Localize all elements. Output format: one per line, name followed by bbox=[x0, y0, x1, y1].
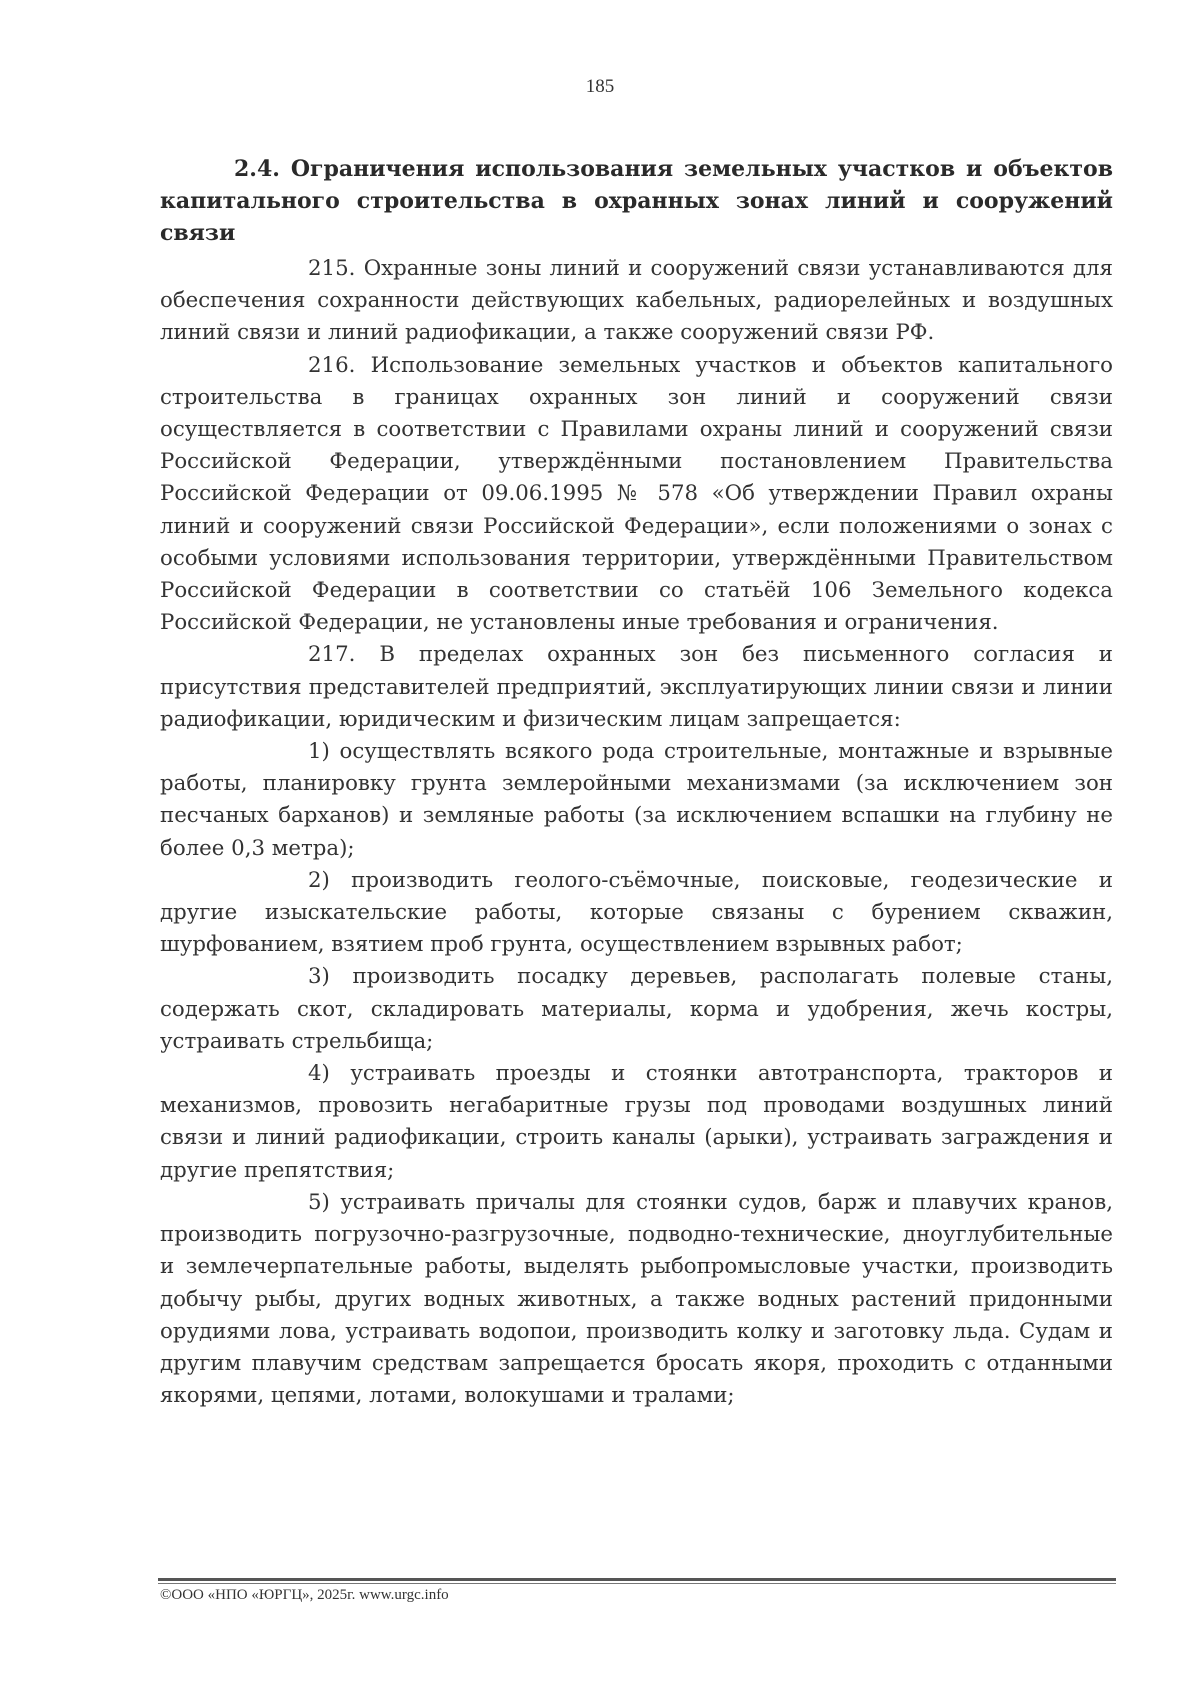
paragraph-216 bbox=[160, 350, 1113, 640]
list-item-5 bbox=[160, 1187, 1113, 1412]
list-item-text: производить геолого-съёмочные, поисковые, геодезические и другие изыскательские работы, которые связаны с бурением скважин, шурфованием, взятием проб грунта, осуществлением взрывных работ; bbox=[160, 867, 1113, 958]
paragraph-text: Использование земельных участков и объектов капитального строительства в границах охранных зон линий и сооружений связи осуществляется в соответствии с Правилами охраны линий и сооружений связи Российской Федерации, утверждёнными постановлением Правительства Российской Федерации от 09.06.1995 № 578 «Об утверждении Правил охраны линий и сооружений связи Российской Федерации», если положениями о зонах с особыми условиями использования территории, утверждёнными Правительством Российской Федерации в соответствии со статьёй 106 Земельного кодекса Российской Федерации, не установлены иные требования и ограничения. bbox=[160, 352, 1113, 636]
paragraph-text: Охранные зоны линий и сооружений связи устанавливаются для обеспечения сохранности действующих кабельных, радиорелейных и воздушных линий связи и линий радиофикации, а также сооружений связи РФ. bbox=[160, 256, 1113, 346]
list-item-text: устраивать проезды и стоянки автотранспорта, тракторов и механизмов, провозить негабаритные грузы под проводами воздушных линий связи и линий радиофикации, строить каналы (арыки), устраивать заграждения и другие препятствия; bbox=[160, 1061, 1113, 1183]
list-item-number: 4) bbox=[308, 1061, 330, 1087]
page-number: 185 bbox=[585, 76, 615, 97]
list-item-text: производить посадку деревьев, располагать полевые станы, содержать скот, складировать материалы, корма и удобрения, жечь костры, устраивать стрельбища; bbox=[160, 964, 1113, 1054]
footer-divider bbox=[158, 1578, 1116, 1581]
list-item-3 bbox=[160, 961, 1113, 1058]
paragraph-number: 216. bbox=[308, 352, 356, 378]
paragraph-217 bbox=[160, 639, 1113, 736]
paragraph-number: 215. bbox=[308, 256, 356, 281]
list-item-2 bbox=[160, 865, 1113, 962]
section-heading: 2.4. Ограничения использования земельных участков и объектов капитального строительства в охранных зонах линий и сооружений связи bbox=[160, 156, 1113, 246]
paragraph-number: 217. bbox=[308, 642, 356, 668]
paragraph-text: В пределах охранных зон без письменного согласия и присутствия представителей предприятий, эксплуатирующих линии связи и линии радиофикации, юридическим и физическим лицам запрещается: bbox=[160, 642, 1113, 732]
list-item-1 bbox=[160, 736, 1113, 865]
paragraph-215 bbox=[160, 253, 1113, 350]
footer-copyright: ©ООО «НПО «ЮРГЦ», 2025г. www.urgc.info bbox=[160, 1587, 449, 1603]
document-body bbox=[160, 153, 1113, 1412]
list-item-number: 3) bbox=[308, 964, 330, 990]
list-item-text: устраивать причалы для стоянки судов, барж и плавучих кранов, производить погрузочно-разгрузочные, подводно-технические, дноуглубительные и землечерпательные работы, выделять рыбопромысловые участки, производить добычу рыбы, других водных животных, а также водных растений придонными орудиями лова, устраивать водопои, производить колку и заготовку льда. Судам и другим плавучим средствам запрещается бросать якоря, проходить с отданными якорями, цепями, лотами, волокушами и тралами; bbox=[160, 1189, 1113, 1409]
list-item-text: осуществлять всякого рода строительные, монтажные и взрывные работы, планировку грунта землеройными механизмами (за исключением зон песчаных барханов) и земляные работы (за исключением вспашки на глубину не более 0,3 метра); bbox=[160, 739, 1113, 861]
list-item-number: 5) bbox=[308, 1189, 330, 1215]
list-item-number: 2) bbox=[308, 867, 330, 893]
list-item-4 bbox=[160, 1058, 1113, 1187]
list-item-number: 1) bbox=[308, 739, 330, 765]
footer-divider-thin bbox=[158, 1583, 1116, 1584]
